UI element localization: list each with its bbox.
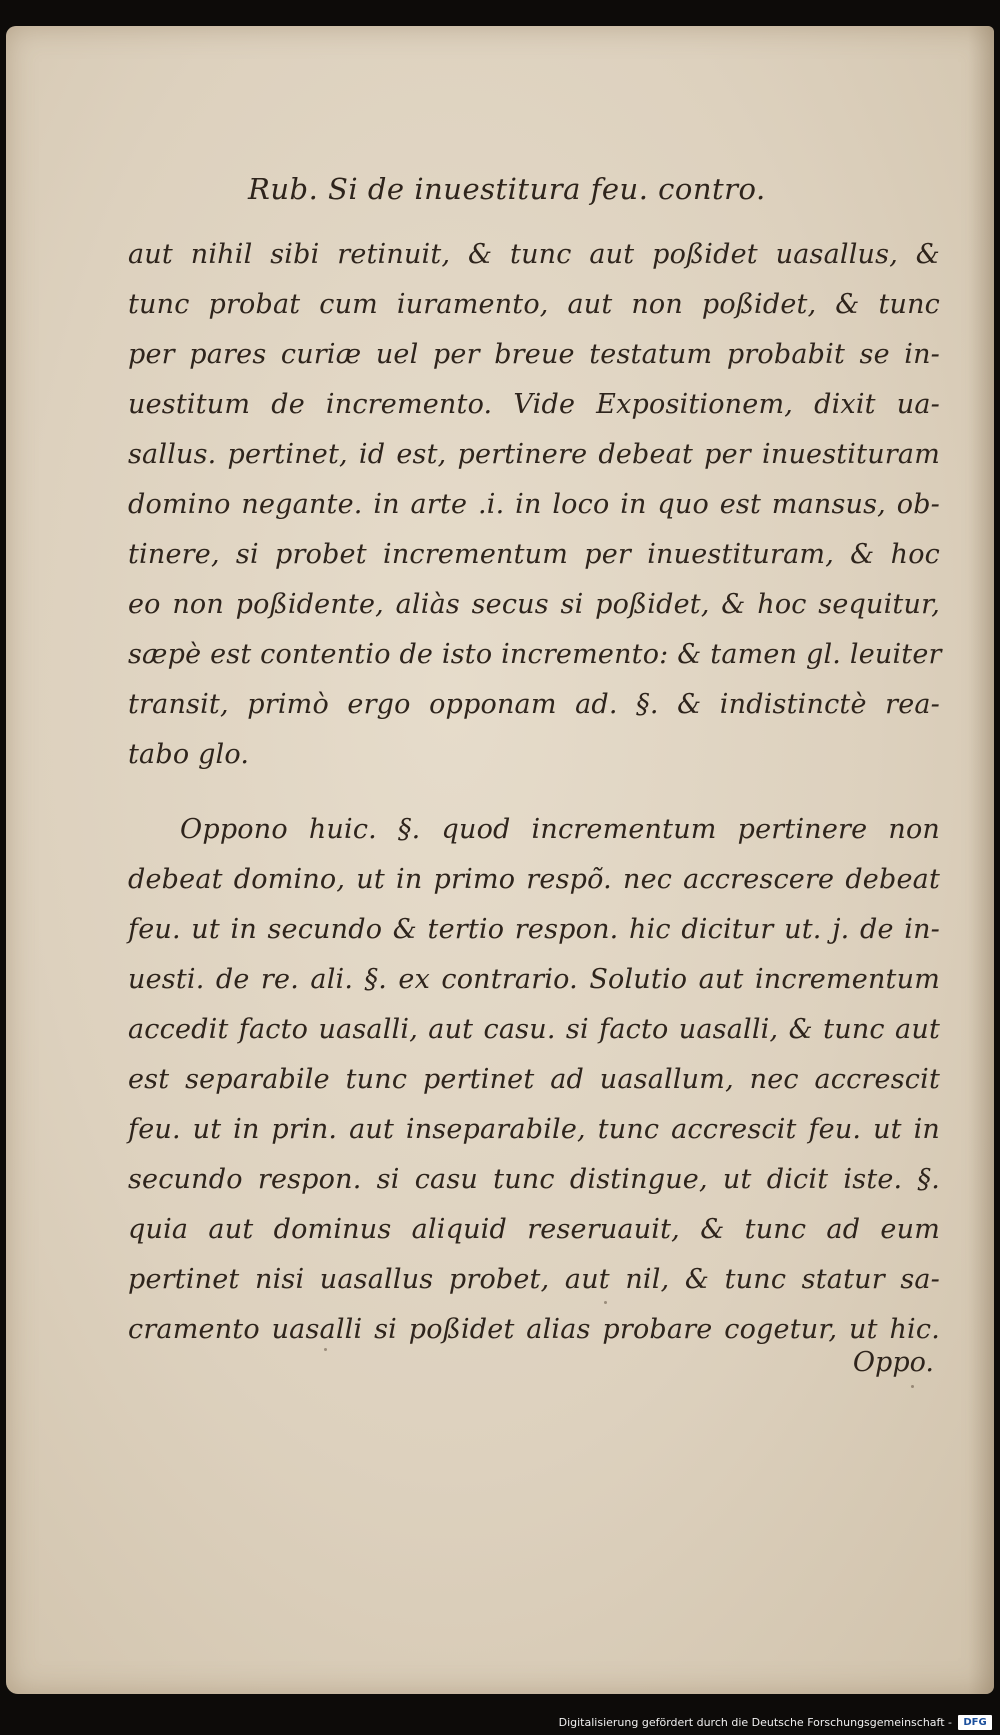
paragraph-2 [128, 805, 940, 1355]
text-line: domino negante. in arte .i. in loco in quo est mansus, ob- [128, 489, 940, 520]
text-line: Oppono huic. §. quod incrementum pertinere non [180, 814, 940, 845]
footer-band [0, 1705, 1000, 1735]
paragraph-1 [128, 230, 940, 780]
text-line: feu. ut in secundo & tertio respon. hic dicitur ut. j. de in- [128, 914, 940, 945]
text-line: secundo respon. si casu tunc distingue, ut dicit iste. §. [128, 1164, 940, 1195]
text-line: cramento uasalli si poßidet alias probare cogetur, ut hic. [128, 1314, 940, 1345]
text-line: accedit facto uasalli, aut casu. si facto uasalli, & tunc aut [128, 1014, 940, 1045]
text-line: per pares curiæ uel per breue testatum probabit se in- [128, 339, 940, 370]
text-line: est separabile tunc pertinet ad uasallum, nec accrescit [128, 1064, 940, 1095]
text-line: transit, primò ergo opponam ad. §. & indistinctè rea- [128, 689, 940, 720]
text-line: aut nihil sibi retinuit, & tunc aut poßidet uasallus, & [128, 239, 940, 270]
text-line: sallus. pertinet, id est, pertinere debeat per inuestituram [128, 439, 940, 470]
dfg-logo: DFG [958, 1715, 992, 1730]
text-line: debeat domino, ut in primo respõ. nec accrescere debeat [128, 864, 940, 895]
funding-credit: Digitalisierung gefördert durch die Deutsche Forschungsgemeinschaft - [558, 1716, 952, 1729]
text-line: pertinet nisi uasallus probet, aut nil, & tunc statur sa- [128, 1264, 940, 1295]
text-line: quia aut dominus aliquid reseruauit, & tunc ad eum [128, 1214, 940, 1245]
text-line: eo non poßidente, aliàs secus si poßidet, & hoc sequitur, [128, 589, 940, 620]
text-line: tinere, si probet incrementum per inuestituram, & hoc [128, 539, 940, 570]
running-head: Rub. Si de inuestitura feu. contro. [248, 172, 766, 206]
catchword: Oppo. [852, 1347, 934, 1378]
text-line: tunc probat cum iuramento, aut non poßidet, & tunc [128, 289, 940, 320]
text-line: uesti. de re. ali. §. ex contrario. Solutio aut incrementum [128, 964, 940, 995]
text-line: sæpè est contentio de isto incremento: & tamen gl. leuiter [128, 639, 942, 670]
text-line: tabo glo. [128, 739, 250, 770]
text-line: feu. ut in prin. aut inseparabile, tunc accrescit feu. ut in [128, 1114, 940, 1145]
text-line: uestitum de incremento. Vide Expositionem, dixit ua- [128, 389, 940, 420]
